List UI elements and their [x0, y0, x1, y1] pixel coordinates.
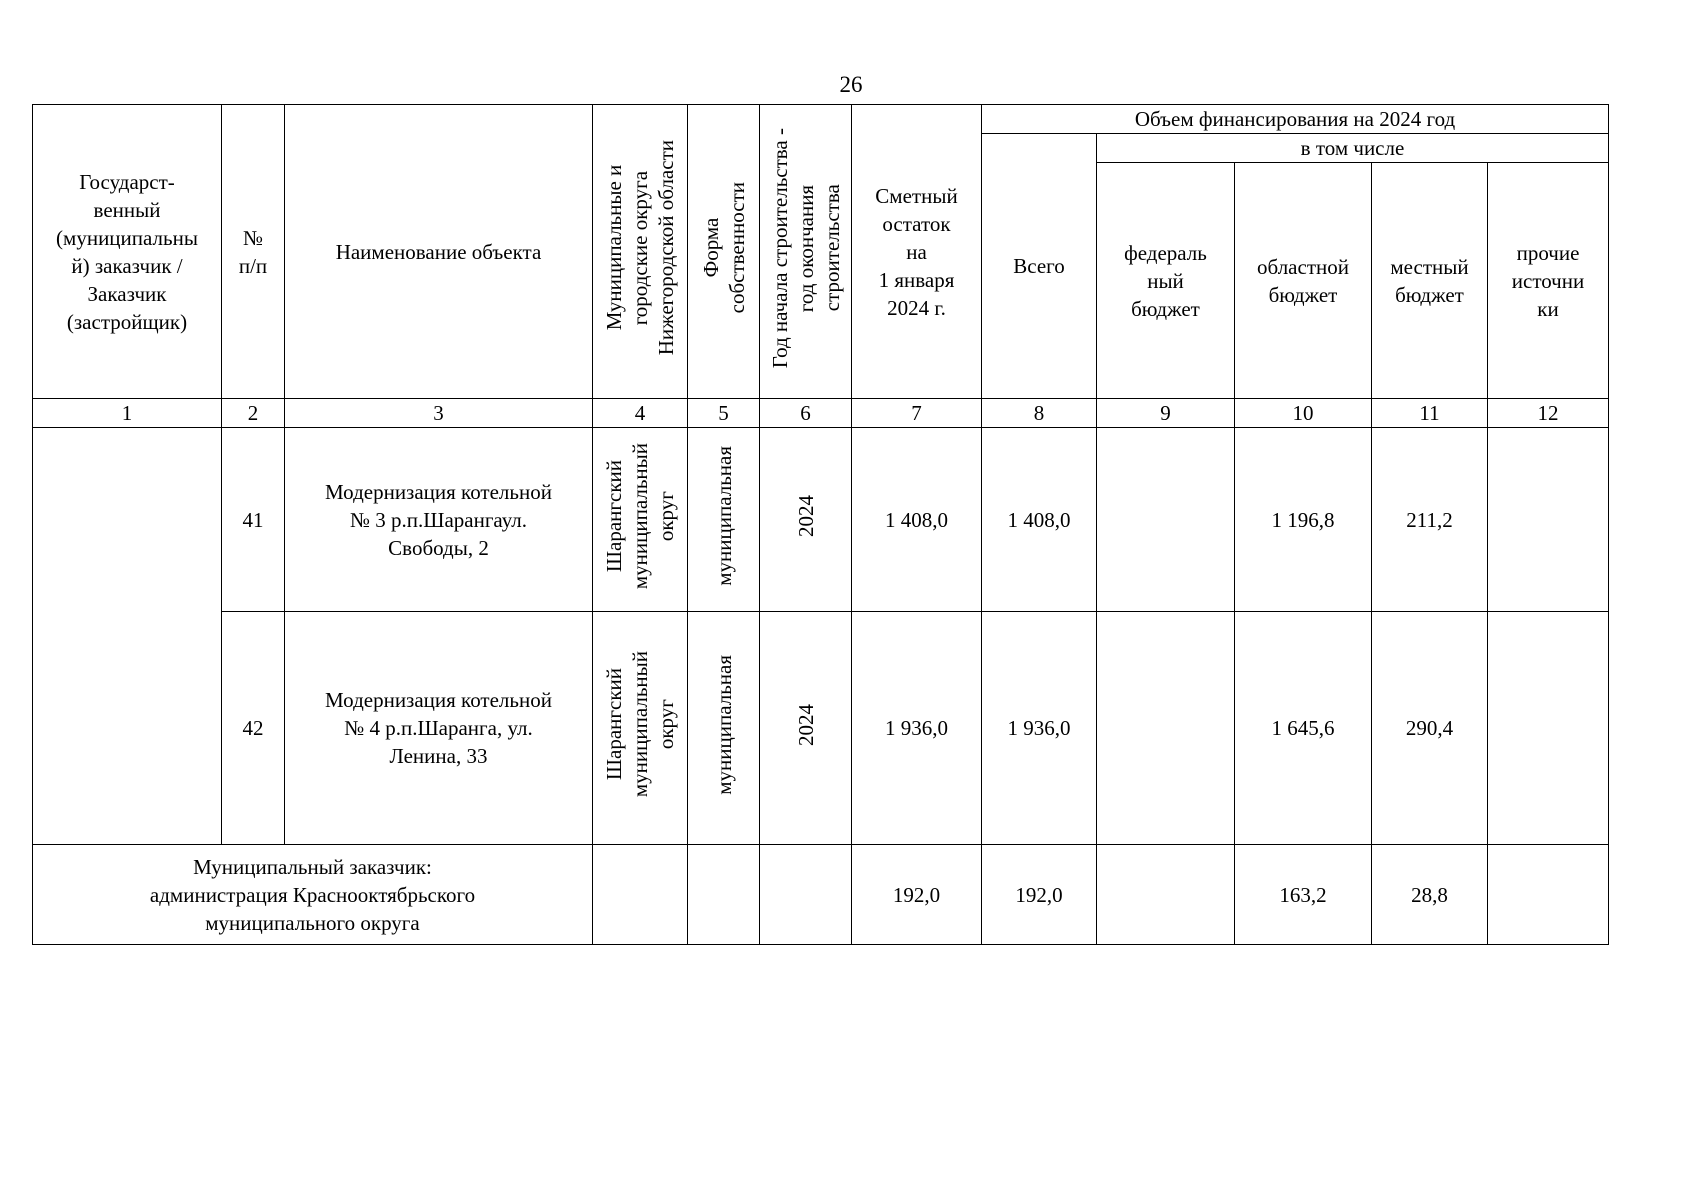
header-years-text: Год начала строительства - год окончания строительства [767, 127, 844, 369]
column-number-row [33, 399, 1609, 428]
row-num: 41 [222, 428, 285, 612]
header-num: № п/п [222, 105, 285, 399]
header-including: в том числе [1097, 134, 1609, 163]
page-number: 26 [839, 72, 863, 97]
header-local: местный бюджет [1372, 163, 1488, 399]
header-object-name: Наименование объекта [285, 105, 593, 399]
header-customer: Государст- венный (муниципальны й) заказчик / Заказчик (застройщик) [33, 105, 222, 399]
header-federal: федераль ный бюджет [1097, 163, 1235, 399]
summary-district [593, 845, 688, 945]
col-num-10: 10 [1235, 399, 1372, 428]
summary-federal [1097, 845, 1235, 945]
district-text: Шарангский муниципальный округ [602, 651, 678, 798]
col-num-9: 9 [1097, 399, 1235, 428]
header-funding: Объем финансирования на 2024 год [982, 105, 1609, 134]
col-num-8: 8 [982, 399, 1097, 428]
col-num-1: 1 [33, 399, 222, 428]
col-num-7: 7 [852, 399, 982, 428]
header-other: прочие источни ки [1488, 163, 1609, 399]
header-years [760, 105, 852, 399]
customer-cell [33, 428, 222, 845]
years-cell [760, 612, 852, 845]
investment-table [32, 104, 1609, 945]
col-num-11: 11 [1372, 399, 1488, 428]
ownership-text: муниципальная [711, 654, 736, 795]
local-value: 290,4 [1372, 612, 1488, 845]
district-cell [593, 612, 688, 845]
regional-value: 1 196,8 [1235, 428, 1372, 612]
col-num-12: 12 [1488, 399, 1609, 428]
total-value: 1 936,0 [982, 612, 1097, 845]
remainder-value: 1 936,0 [852, 612, 982, 845]
col-num-3: 3 [285, 399, 593, 428]
object-name: Модернизация котельной № 3 р.п.Шарангаул. Свободы, 2 [285, 428, 593, 612]
header-districts-text: Муниципальные и городские округа Нижегородской области [602, 140, 678, 356]
header-total: Всего [982, 134, 1097, 399]
summary-years [760, 845, 852, 945]
ownership-cell [688, 428, 760, 612]
ownership-text: муниципальная [711, 446, 736, 586]
federal-value [1097, 428, 1235, 612]
other-value [1488, 612, 1609, 845]
summary-local: 28,8 [1372, 845, 1488, 945]
summary-row [33, 845, 1609, 945]
header-row-1 [33, 105, 1609, 134]
ownership-cell [688, 612, 760, 845]
years-text: 2024 [793, 703, 818, 746]
years-text: 2024 [793, 495, 818, 537]
header-districts [593, 105, 688, 399]
header-regional: областной бюджет [1235, 163, 1372, 399]
summary-ownership [688, 845, 760, 945]
col-num-4: 4 [593, 399, 688, 428]
header-ownership-text: Форма собственности [698, 182, 749, 314]
object-name: Модернизация котельной № 4 р.п.Шаранга, ул. Ленина, 33 [285, 612, 593, 845]
summary-label: Муниципальный заказчик: администрация Краснооктябрьского муниципального округа [33, 845, 593, 945]
table-row [33, 612, 1609, 845]
col-num-6: 6 [760, 399, 852, 428]
header-ownership [688, 105, 760, 399]
local-value: 211,2 [1372, 428, 1488, 612]
other-value [1488, 428, 1609, 612]
remainder-value: 1 408,0 [852, 428, 982, 612]
row-num: 42 [222, 612, 285, 845]
district-text: Шарангский муниципальный округ [602, 442, 678, 590]
years-cell [760, 428, 852, 612]
federal-value [1097, 612, 1235, 845]
header-remainder: Сметный остаток на 1 января 2024 г. [852, 105, 982, 399]
total-value: 1 408,0 [982, 428, 1097, 612]
summary-regional: 163,2 [1235, 845, 1372, 945]
district-cell [593, 428, 688, 612]
col-num-2: 2 [222, 399, 285, 428]
regional-value: 1 645,6 [1235, 612, 1372, 845]
summary-remainder: 192,0 [852, 845, 982, 945]
table-row [33, 428, 1609, 612]
col-num-5: 5 [688, 399, 760, 428]
summary-total: 192,0 [982, 845, 1097, 945]
summary-other [1488, 845, 1609, 945]
